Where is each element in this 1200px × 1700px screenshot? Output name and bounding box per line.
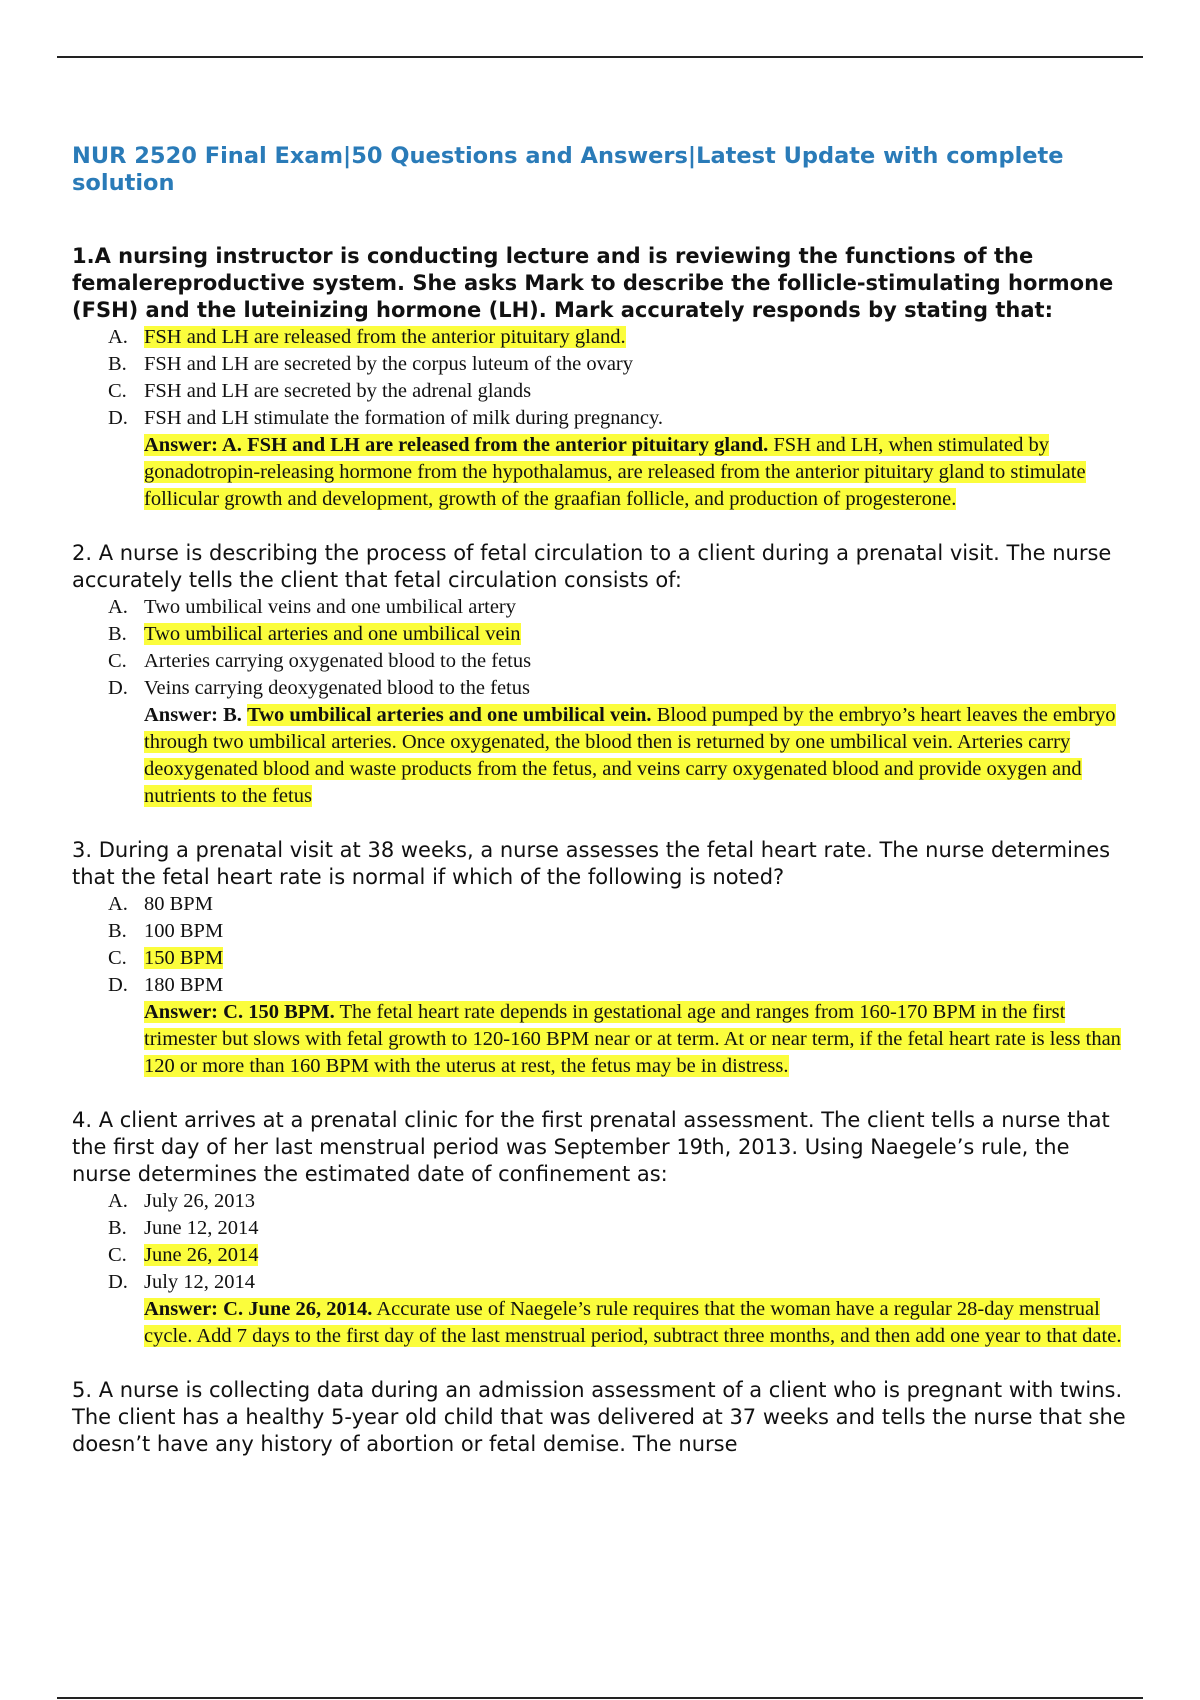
bottom-rule (57, 1697, 1143, 1699)
option-b: B. June 12, 2014 (108, 1217, 259, 1239)
option-d: D. 180 BPM (108, 974, 224, 996)
option-c: C. June 26, 2014 (108, 1244, 259, 1266)
answer-explanation: The fetal heart rate depends in gestational age and ranges from 160-170 BPM in the first trimester but slows with fetal growth to 120-160 BPM near or at term. At or near term, if the fetal heart rate is less than 120 or more than 160 BPM with the uterus at rest, the fetus may be in distress. (144, 1001, 1121, 1077)
question-3 (72, 837, 1132, 1080)
question-text: 3. During a prenatal visit at 38 weeks, a nurse assesses the fetal heart rate. The nurse determines that the fetal heart rate is normal if which of the following is noted? (72, 838, 1111, 889)
option-a: A. July 26, 2013 (108, 1190, 256, 1212)
answer-label: Answer: C. (144, 1001, 244, 1023)
question-text: 1.A nursing instructor is conducting lecture and is reviewing the functions of the femalereproductive system. She asks Mark to describe the follicle-stimulating hormone (FSH) and the luteinizing hormone (LH). Mark accurately responds by stating that: (72, 244, 1114, 322)
answer-block (144, 999, 1132, 1080)
answer-explanation: FSH and LH, when stimulated by gonadotropin-releasing hormone from the hypothalamus, are released from the anterior pituitary gland to stimulate follicular growth and development, growth of the graafian follicle, and production of progesterone. (144, 434, 1086, 510)
option-d: D. Veins carrying deoxygenated blood to the fetus (108, 677, 530, 699)
question-4 (72, 1107, 1132, 1350)
options-list (72, 594, 1132, 702)
option-b: B. 100 BPM (108, 920, 224, 942)
answer-choice: FSH and LH are released from the anterior pituitary gland. (247, 434, 769, 456)
option-d: D. FSH and LH stimulate the formation of milk during pregnancy. (108, 407, 664, 429)
answer-explanation: Accurate use of Naegele’s rule requires that the woman have a regular 28-day menstrual cycle. Add 7 days to the first day of the last menstrual period, subtract three months, and then add one year to that date. (144, 1298, 1122, 1347)
option-a: A. 80 BPM (108, 893, 213, 915)
answer-label: Answer: A. (144, 434, 242, 456)
option-c: C. Arteries carrying oxygenated blood to the fetus (108, 650, 532, 672)
option-b: B. Two umbilical arteries and one umbilical vein (108, 623, 521, 645)
question-1 (72, 243, 1132, 513)
option-d: D. July 12, 2014 (108, 1271, 256, 1293)
document-page (72, 143, 1132, 1485)
option-c: C. 150 BPM (108, 947, 224, 969)
question-text: 5. A nurse is collecting data during an admission assessment of a client who is pregnant with twins. The client has a healthy 5-year old child that was delivered at 37 weeks and tells the nurse that she doesn’t have any history of abortion or fetal demise. The nurse (72, 1378, 1126, 1456)
answer-choice: 150 BPM. (248, 1001, 335, 1023)
answer-choice: June 26, 2014. (248, 1298, 373, 1320)
answer-choice: Two umbilical arteries and one umbilical vein. (247, 704, 652, 726)
top-rule (57, 56, 1143, 58)
answer-label: Answer: B. (144, 704, 242, 726)
options-list (72, 891, 1132, 999)
answer-explanation: Blood pumped by the embryo’s heart leaves the embryo through two umbilical arteries. Once oxygenated, the blood then is returned by one umbilical vein. Arteries carry deoxygenated blood and waste products from the fetus, and veins carry oxygenated blood and provide oxygen and nutrients to the fetus (144, 704, 1116, 807)
question-text: 2. A nurse is describing the process of fetal circulation to a client during a prenatal visit. The nurse accurately tells the client that fetal circulation consists of: (72, 541, 1112, 592)
document-title: NUR 2520 Final Exam|50 Questions and Answers|Latest Update with complete solution (72, 143, 1064, 196)
options-list (72, 1188, 1132, 1296)
options-list (72, 324, 1132, 432)
answer-block (144, 432, 1132, 513)
option-b: B. FSH and LH are secreted by the corpus luteum of the ovary (108, 353, 634, 375)
question-5 (72, 1377, 1132, 1458)
question-text: 4. A client arrives at a prenatal clinic for the first prenatal assessment. The client tells a nurse that the first day of her last menstrual period was September 19th, 2013. Using Naegele’s rule, the nurse determines the estimated date of confinement as: (72, 1108, 1110, 1186)
option-a: A. Two umbilical veins and one umbilical artery (108, 596, 517, 618)
answer-block (144, 702, 1132, 810)
option-a: A. FSH and LH are released from the anterior pituitary gland. (108, 326, 626, 348)
answer-label: Answer: C. (144, 1298, 244, 1320)
answer-block (144, 1296, 1132, 1350)
option-c: C. FSH and LH are secreted by the adrenal glands (108, 380, 532, 402)
question-2 (72, 540, 1132, 810)
